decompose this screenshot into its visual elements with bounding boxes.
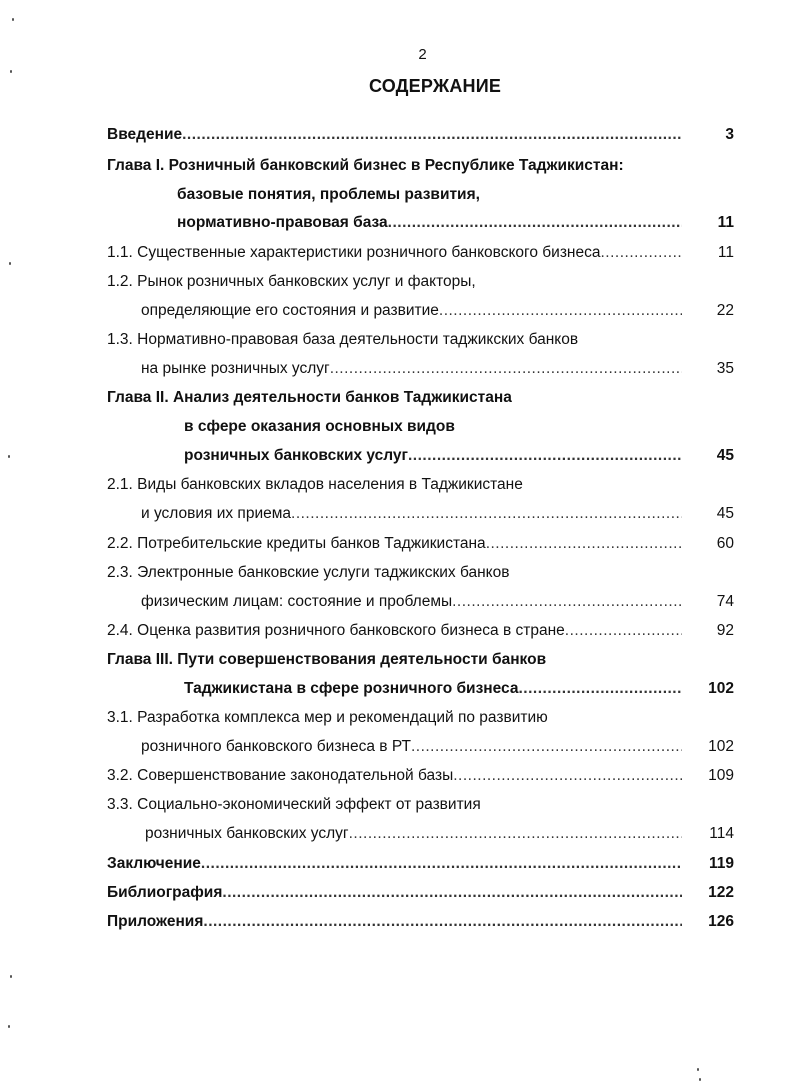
toc-chapter-2-line-2 xyxy=(184,418,734,440)
toc-entry-page: 74 xyxy=(716,593,734,610)
toc-entry-page: 60 xyxy=(716,535,734,552)
toc-entry-page: 11 xyxy=(717,214,734,231)
dot-leader xyxy=(486,535,682,553)
toc-entry-label: физическим лицам: состояние и проблемы xyxy=(141,593,453,610)
dot-leader xyxy=(519,680,683,698)
toc-section-1-2-line-2 xyxy=(141,302,734,324)
toc-section-3-3-line-2 xyxy=(145,825,734,847)
toc-entry-label: 2.2. Потребительские кредиты банков Таджикистана xyxy=(107,535,486,552)
toc-section-2-2 xyxy=(107,535,734,557)
toc-entry-page: 22 xyxy=(716,302,734,319)
toc-section-1-2-line-1 xyxy=(107,273,734,295)
toc-section-2-3-line-2 xyxy=(141,593,734,615)
toc-section-2-4 xyxy=(107,622,734,644)
toc-entry-label: на рынке розничных услуг xyxy=(141,360,330,377)
toc-entry-label: и условия их приема xyxy=(141,505,292,522)
toc-entry-page: 102 xyxy=(708,680,734,697)
toc-entry-label: Заключение xyxy=(107,855,201,872)
toc-entry-page: 35 xyxy=(716,360,734,377)
dot-leader xyxy=(291,505,682,523)
toc-entry-page: 45 xyxy=(716,505,734,522)
toc-entry-label: 2.4. Оценка развития розничного банковского бизнеса в стране xyxy=(107,622,565,639)
dot-leader xyxy=(411,738,682,756)
toc-entry-page: 114 xyxy=(709,825,734,842)
dot-leader xyxy=(349,825,682,843)
dot-leader xyxy=(330,360,682,378)
dot-leader xyxy=(201,855,682,873)
toc-entry-page: 119 xyxy=(708,855,734,872)
dot-leader xyxy=(222,884,682,902)
dot-leader xyxy=(408,447,682,465)
toc-section-2-1-line-1 xyxy=(107,476,734,498)
toc-entry-label: базовые понятия, проблемы развития, xyxy=(177,186,480,203)
toc-entry-label: Введение xyxy=(107,126,183,143)
toc-entry-label: Глава III. Пути совершенствования деятельности банков xyxy=(107,651,547,668)
toc-entry-label: 3.1. Разработка комплекса мер и рекомендаций по развитию xyxy=(107,709,548,726)
toc-section-1-3-line-2 xyxy=(141,360,734,382)
toc-entry-label: 1.1. Существенные характеристики розничного банковского бизнеса xyxy=(107,244,601,261)
toc-section-3-3-line-1 xyxy=(107,796,734,818)
toc-chapter-3-line-1 xyxy=(107,651,734,673)
toc-section-3-1-line-1 xyxy=(107,709,734,731)
toc-entry-page: 11 xyxy=(717,244,734,261)
dot-leader xyxy=(182,126,682,144)
toc-entry-bibliography xyxy=(107,884,734,906)
toc-entry-label: 3.2. Совершенствование законодательной базы xyxy=(107,767,454,784)
toc-section-2-3-line-1 xyxy=(107,564,734,586)
toc-entry-label: розничных банковских услуг xyxy=(184,447,408,464)
toc-entry-introduction xyxy=(107,126,734,148)
toc-chapter-1-line-1 xyxy=(107,157,734,179)
toc-entry-label: Глава I. Розничный банковский бизнес в Республике Таджикистан: xyxy=(107,157,624,174)
toc-entry-label: розничных банковских услуг xyxy=(145,825,349,842)
toc-entry-label: Глава II. Анализ деятельности банков Таджикистана xyxy=(107,389,512,406)
toc-chapter-1-line-2 xyxy=(177,186,734,208)
toc-chapter-1-line-3 xyxy=(177,214,734,236)
toc-entry-page: 122 xyxy=(708,884,734,901)
toc-chapter-2-line-1 xyxy=(107,389,734,411)
toc-entry-page: 102 xyxy=(708,738,734,755)
toc-entry-page: 3 xyxy=(725,126,734,143)
toc-chapter-2-line-3 xyxy=(184,447,734,469)
toc-entry-label: 2.1. Виды банковских вкладов населения в Таджикистане xyxy=(107,476,523,493)
toc-entry-label: нормативно-правовая база xyxy=(177,214,388,231)
toc-entry-label: розничного банковского бизнеса в РТ xyxy=(141,738,411,755)
toc-entry-label: 1.3. Нормативно-правовая база деятельности таджикских банков xyxy=(107,331,579,348)
toc-entry-page: 45 xyxy=(716,447,734,464)
dot-leader xyxy=(452,593,682,611)
toc-chapter-3-line-2 xyxy=(184,680,734,702)
toc-entry-label: 2.3. Электронные банковские услуги таджикских банков xyxy=(107,564,510,581)
dot-leader xyxy=(439,302,682,320)
toc-entry-label: в сфере оказания основных видов xyxy=(184,418,455,435)
dot-leader xyxy=(388,214,682,232)
toc-entry-label: 1.2. Рынок розничных банковских услуг и факторы, xyxy=(107,273,476,290)
page-number: 2 xyxy=(418,46,427,63)
toc-entry-label: Таджикистана в сфере розничного бизнеса xyxy=(184,680,519,697)
toc-section-3-2 xyxy=(107,767,734,789)
toc-section-1-3-line-1 xyxy=(107,331,734,353)
dot-leader xyxy=(565,622,682,640)
dot-leader xyxy=(453,767,682,785)
toc-entry-label: 3.3. Социально-экономический эффект от развития xyxy=(107,796,481,813)
dot-leader xyxy=(203,913,682,931)
toc-entry-label: Библиография xyxy=(107,884,223,901)
toc-entry-page: 92 xyxy=(716,622,734,639)
dot-leader xyxy=(600,244,682,262)
toc-section-3-1-line-2 xyxy=(141,738,734,760)
toc-entry-appendices xyxy=(107,913,734,935)
toc-entry-conclusion xyxy=(107,855,734,877)
toc-section-1-1 xyxy=(107,244,734,266)
toc-entry-page: 126 xyxy=(708,913,734,930)
toc-section-2-1-line-2 xyxy=(141,505,734,527)
toc-entry-page: 109 xyxy=(708,767,734,784)
page-title: СОДЕРЖАНИЕ xyxy=(368,76,502,96)
toc-entry-label: определяющие его состояния и развитие xyxy=(141,302,439,319)
toc-entry-label: Приложения xyxy=(107,913,204,930)
